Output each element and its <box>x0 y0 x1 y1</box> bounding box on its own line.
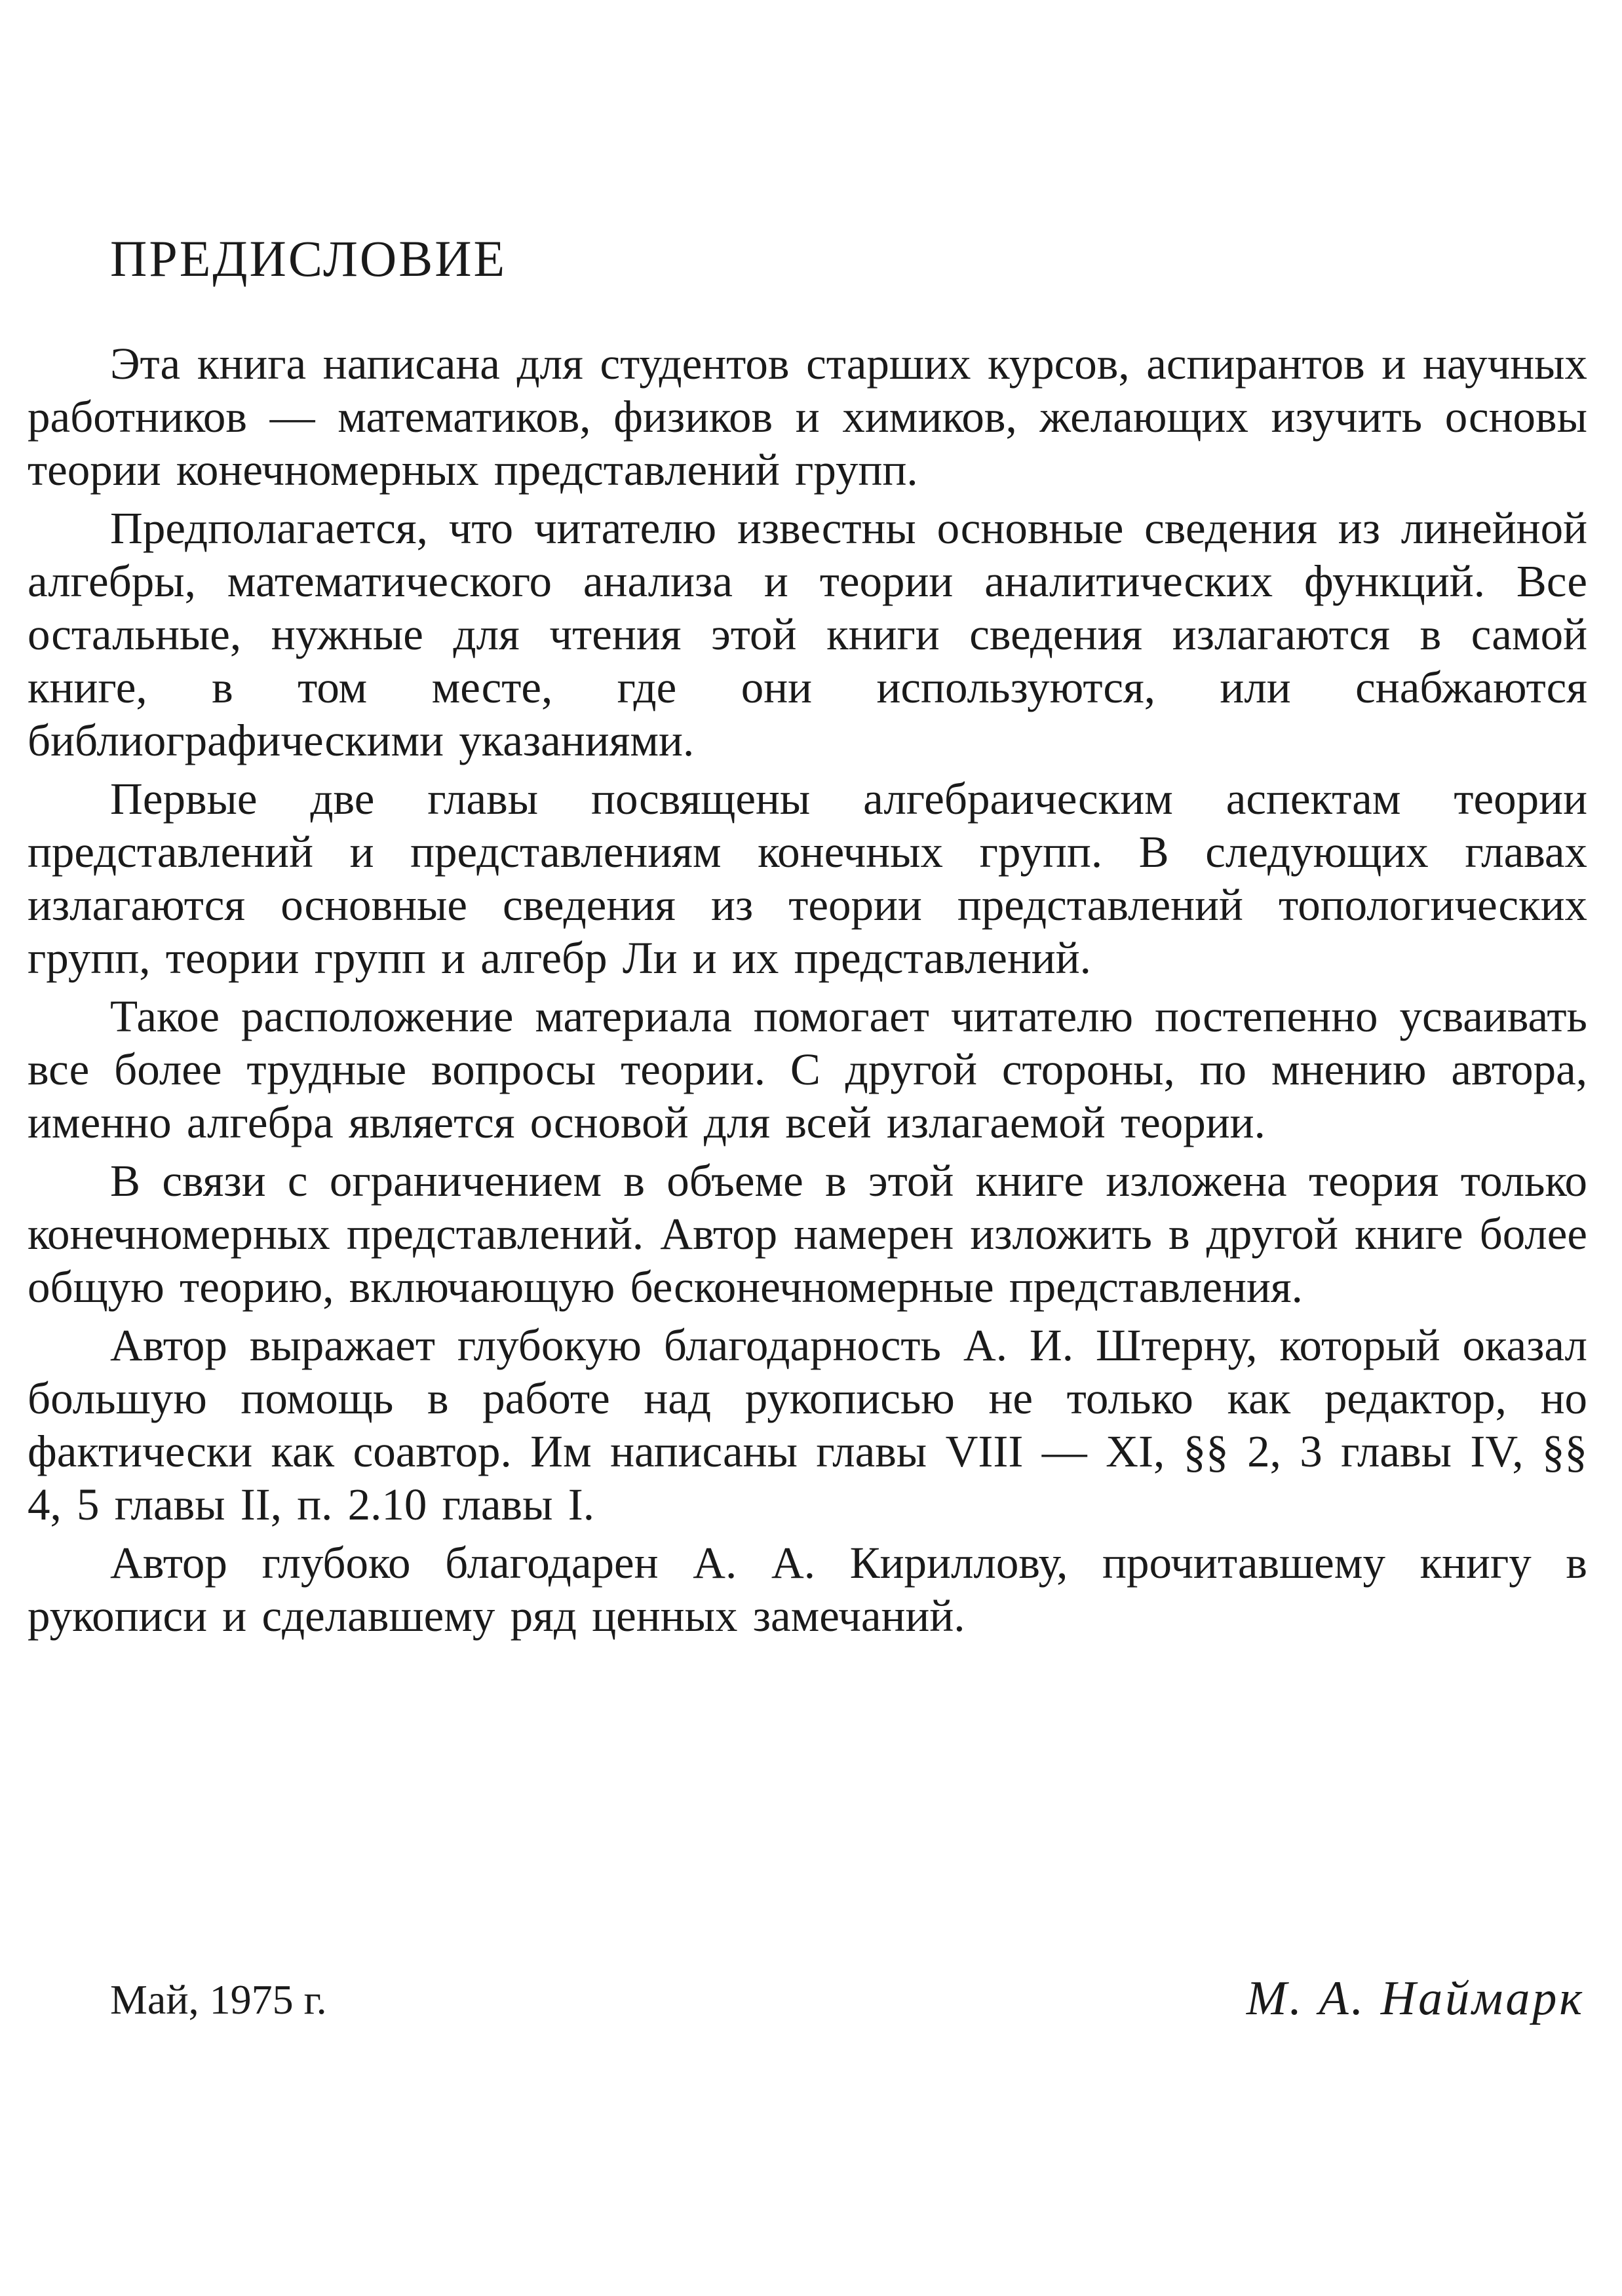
preface-body <box>28 337 1587 1648</box>
preface-date: Май, 1975 г. <box>110 1976 327 2023</box>
paragraph-3: Первые две главы посвящены алгебраическим аспектам теории представлений и представлениям конечных групп. В следующих главах излагаются основные сведения из теории представлений топологических групп, теории групп и алгебр Ли и их представлений. <box>28 774 1587 983</box>
page-title: ПРЕДИСЛОВИЕ <box>110 230 507 287</box>
paragraph-2: Предполагается, что читателю известны основные сведения из линейной алгебры, математического анализа и теории аналитических функций. Все остальные, нужные для чтения этой книги сведения излагаются в самой книге, в том месте, где они используются, или снабжаются библиографическими указаниями. <box>28 503 1587 765</box>
paragraph-5: В связи с ограничением в объеме в этой книге изложена теория только конечномерных представлений. Автор намерен изложить в другой книге более общую теорию, включающую бесконечномерные представления. <box>28 1156 1587 1312</box>
paragraph-4: Такое расположение материала помогает читателю постепенно усваивать все более трудные вопросы теории. С другой стороны, по мнению автора, именно алгебра является основой для всей излагаемой теории. <box>28 991 1587 1147</box>
paragraph-7: Автор глубоко благодарен А. А. Кириллову, прочитавшему книгу в рукописи и сделавшему ряд ценных замечаний. <box>28 1538 1587 1641</box>
paragraph-6: Автор выражает глубокую благодарность А. И. Штерну, который оказал большую помощь в работе над рукописью не только как редактор, но фактически как соавтор. Им написаны главы VIII — XI, §§ 2, 3 главы IV, §§ 4, 5 главы II, п. 2.10 главы I. <box>28 1320 1587 1529</box>
author-signature: М. А. Наймарк <box>1246 1972 1585 2025</box>
paragraph-1: Эта книга написана для студентов старших курсов, аспирантов и научных работников — математиков, физиков и химиков, желающих изучить основы теории конечномерных представлений групп. <box>28 339 1587 495</box>
